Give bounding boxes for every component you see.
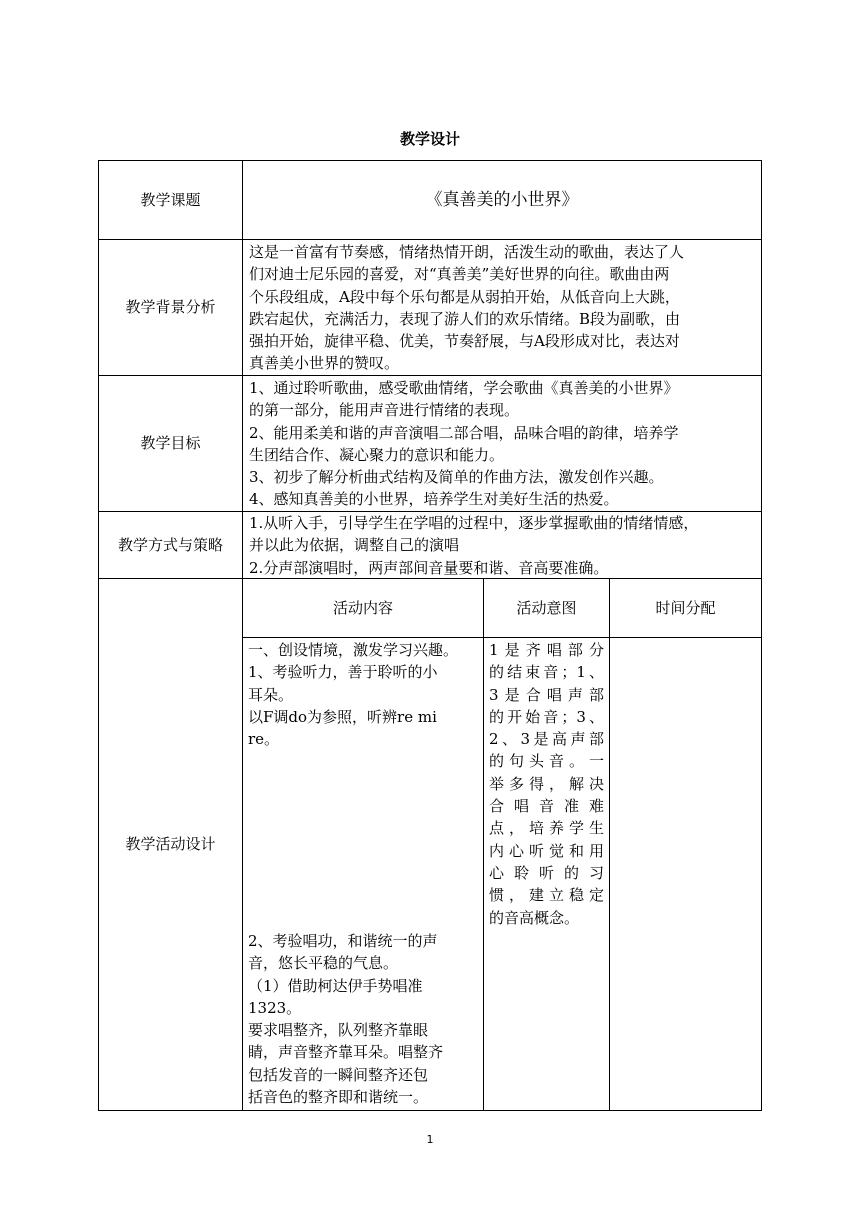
content-line: 括音色的整齐即和谐统一。	[248, 1088, 429, 1107]
method-line: 并以此为依据，调整自己的演唱	[249, 536, 460, 555]
method-line: 1.从听入手，引导学生在学唱的过程中，逐步掌握歌曲的情绪情感，	[249, 514, 699, 532]
goals-label: 教学目标	[140, 434, 201, 453]
content-line: 1323。	[248, 998, 302, 1017]
background-line: 强拍开始，旋律平稳、优美，节奏舒展，与A段形成对比，表达对	[249, 332, 680, 351]
intent-line: 点，培养学生	[489, 819, 604, 838]
activity-intent	[484, 639, 609, 939]
content-line: 耳朵。	[248, 685, 294, 704]
header-time: 时间分配	[655, 598, 716, 617]
goal-line: 生团结合作、凝心聚力的意识和能力。	[249, 445, 505, 464]
goal-line: 的第一部分，能用声音进行情绪的表现。	[249, 401, 520, 420]
page-number: 1	[426, 1133, 434, 1146]
content-line: 要求唱整齐，队列整齐靠眼	[248, 1021, 429, 1040]
methods-text	[243, 512, 761, 578]
background-line: 真善美小世界的赞叹。	[249, 354, 400, 373]
intent-line: 的开始音；3、	[489, 707, 604, 726]
intent-line: 惯，建立稳定	[489, 886, 604, 905]
activity-time	[610, 639, 761, 1109]
topic-value: 《真善美的小世界》	[425, 189, 579, 210]
content-line: 睛，声音整齐靠耳朵。唱整齐	[248, 1043, 444, 1062]
intent-line: 内心听觉和用	[489, 841, 604, 860]
document-title: 教学设计	[399, 130, 460, 148]
background-label: 教学背景分析	[125, 298, 216, 317]
goal-line: 1、通过聆听歌曲，感受歌曲情绪，学会歌曲《真善美的小世界》	[249, 379, 679, 397]
content-line: 以F调do为参照，听辨re mi	[248, 707, 437, 726]
intent-line: 心聆听的习	[489, 863, 604, 882]
content-line: 1、考验听力，善于聆听的小	[248, 663, 438, 682]
intent-line: 合唱音准难	[489, 797, 604, 816]
content-line: 包括发音的一瞬间整齐还包	[248, 1065, 429, 1084]
content-line: （1）借助柯达伊手势唱准	[248, 976, 423, 995]
content-line: re。	[248, 730, 280, 749]
background-line: 个乐段组成，A段中每个乐句都是从弱拍开始，从低音向上大跳，	[249, 287, 680, 306]
background-line: 们对迪士尼乐园的喜爱，对“真善美”美好世界的向往。歌曲由两	[249, 265, 670, 284]
background-line: 跌宕起伏，充满活力，表现了游人们的欢乐情绪。B段为副歌，由	[249, 309, 681, 328]
content-line: 2、考验唱功，和谐统一的声	[248, 932, 438, 950]
header-content: 活动内容	[332, 598, 393, 617]
background-line: 这是一首富有节奏感，情绪热情开朗，活泼生动的歌曲，表达了人	[249, 243, 685, 261]
activities-label: 教学活动设计	[125, 835, 216, 854]
intent-line: 3是合唱声部	[489, 685, 604, 704]
goal-line: 2、能用柔美和谐的声音演唱二部合唱，品味合唱的韵律，培养学	[249, 423, 679, 442]
method-line: 2.分声部演唱时，两声部间音量要和谐、音高要准确。	[249, 558, 609, 577]
content-line: 音，悠长平稳的气息。	[248, 954, 399, 973]
topic-label: 教学课题	[140, 190, 201, 209]
intent-line: 举多得，解决	[489, 774, 604, 793]
content-line: 一、创设情境，激发学习兴趣。	[248, 641, 459, 659]
intent-line: 的句头音。一	[489, 752, 604, 771]
goal-line: 4、感知真善美的小世界，培养学生对美好生活的热爱。	[249, 490, 619, 509]
activity-content-part2	[243, 930, 483, 1110]
activity-content-part1	[243, 639, 483, 779]
goal-line: 3、初步了解分析曲式结构及简单的作曲方法，激发创作兴趣。	[249, 468, 664, 487]
intent-line: 的结束音；1、	[489, 663, 604, 682]
goals-text	[243, 377, 761, 511]
intent-line: 1是齐唱部分	[489, 641, 604, 659]
intent-line: 的音高概念。	[489, 908, 580, 927]
methods-label: 教学方式与策略	[117, 535, 223, 554]
intent-line: 2、3是高声部	[489, 730, 604, 749]
header-intent: 活动意图	[516, 598, 577, 617]
background-text	[243, 241, 761, 375]
